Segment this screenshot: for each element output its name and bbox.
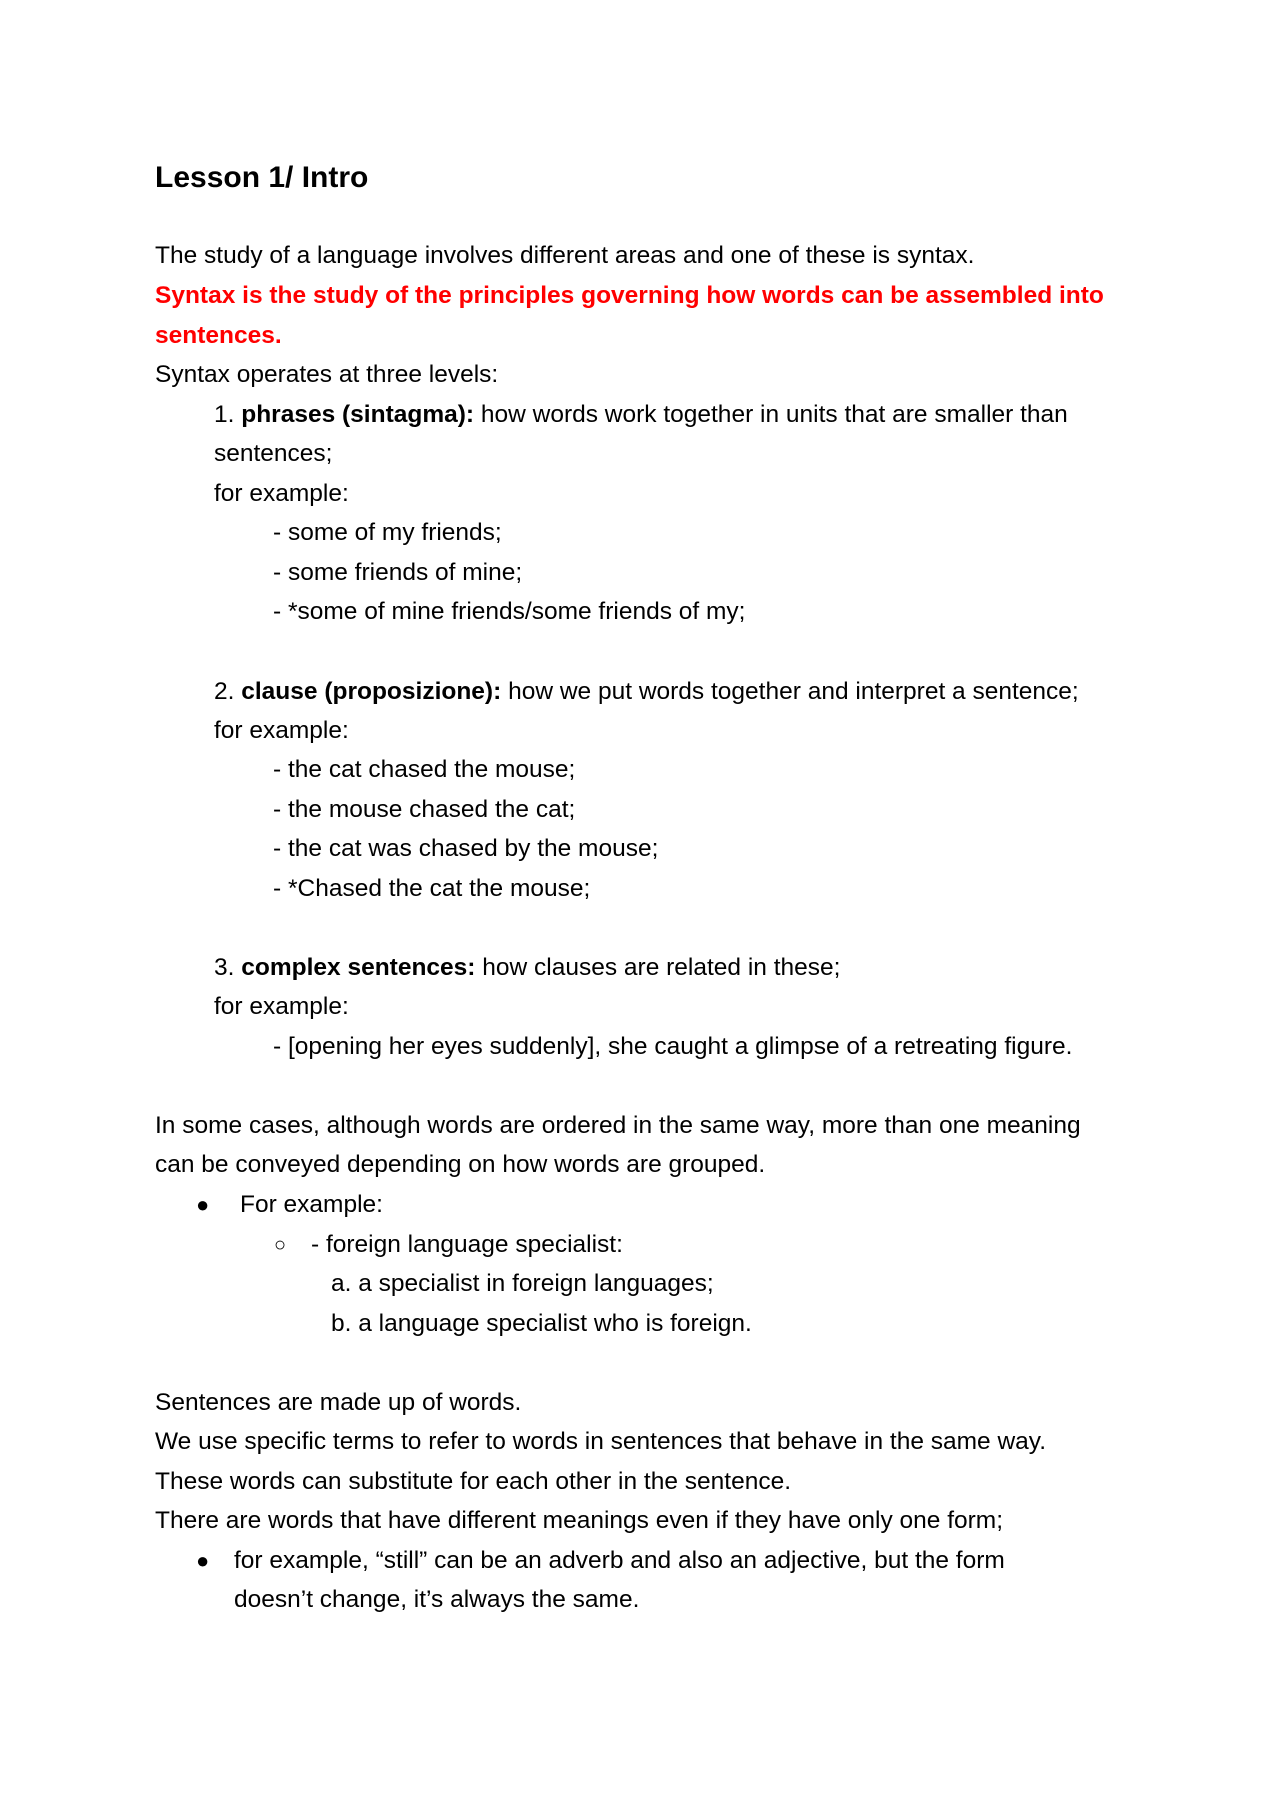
circle-bullet-icon: ○	[274, 1234, 287, 1256]
words-line-4: There are words that have different meanings even if they have only one form;	[155, 1507, 1004, 1534]
syntax-definition-line-1: Syntax is the study of the principles governing how words can be assembled into	[155, 282, 1104, 309]
ambiguity-option-a: a. a specialist in foreign languages;	[331, 1270, 714, 1297]
ambiguity-option-b: b. a language specialist who is foreign.	[331, 1310, 752, 1337]
level-3-example: - [opening her eyes suddenly], she caught a glimpse of a retreating figure.	[273, 1033, 1073, 1060]
words-line-1: Sentences are made up of words.	[155, 1389, 522, 1416]
bullet-icon: ●	[196, 1192, 210, 1217]
ambiguity-line-1: In some cases, although words are ordered in the same way, more than one meaning	[155, 1112, 1081, 1139]
level-2-heading	[214, 672, 1079, 712]
level-1-example: - some of my friends;	[273, 519, 502, 546]
level-1-example: - some friends of mine;	[273, 559, 523, 586]
words-bullet-line-1: for example, “still” can be an adverb and also an adjective, but the form	[234, 1547, 1005, 1574]
level-3-number: 3.	[214, 954, 235, 981]
level-1-heading	[214, 395, 1068, 435]
level-1-number: 1.	[214, 401, 235, 428]
level-3-heading	[214, 948, 840, 988]
bullet-icon: ●	[196, 1548, 210, 1573]
level-3-term: complex sentences:	[241, 954, 476, 981]
level-2-for-example: for example:	[214, 717, 349, 744]
level-2-example: - the cat was chased by the mouse;	[273, 835, 659, 862]
syntax-definition-line-2: sentences.	[155, 322, 282, 349]
ambiguity-bullet-text: For example:	[240, 1191, 383, 1218]
level-1-for-example: for example:	[214, 480, 349, 507]
intro-line: The study of a language involves different areas and one of these is syntax.	[155, 242, 975, 269]
level-3-for-example: for example:	[214, 993, 349, 1020]
words-line-2: We use specific terms to refer to words in sentences that behave in the same way.	[155, 1428, 1047, 1455]
ambiguity-sub-item: - foreign language specialist:	[311, 1231, 623, 1258]
level-2-description: how we put words together and interpret a sentence;	[508, 678, 1079, 705]
level-1-example: - *some of mine friends/some friends of my;	[273, 598, 746, 625]
words-bullet-line-2: doesn’t change, it’s always the same.	[234, 1586, 640, 1613]
page-title: Lesson 1/ Intro	[155, 161, 369, 194]
level-2-example: - the cat chased the mouse;	[273, 756, 576, 783]
level-1-term: phrases (sintagma):	[241, 401, 475, 428]
level-2-example: - the mouse chased the cat;	[273, 796, 576, 823]
level-1-description: how words work together in units that are smaller than	[480, 401, 1068, 428]
words-line-3: These words can substitute for each other in the sentence.	[155, 1468, 792, 1495]
level-3-description: how clauses are related in these;	[482, 954, 841, 981]
ambiguity-line-2: can be conveyed depending on how words are grouped.	[155, 1151, 766, 1178]
level-2-number: 2.	[214, 678, 235, 705]
levels-intro: Syntax operates at three levels:	[155, 361, 499, 388]
level-2-term: clause (proposizione):	[241, 678, 502, 705]
level-1-description-cont: sentences;	[214, 440, 333, 467]
level-2-example: - *Chased the cat the mouse;	[273, 875, 591, 902]
